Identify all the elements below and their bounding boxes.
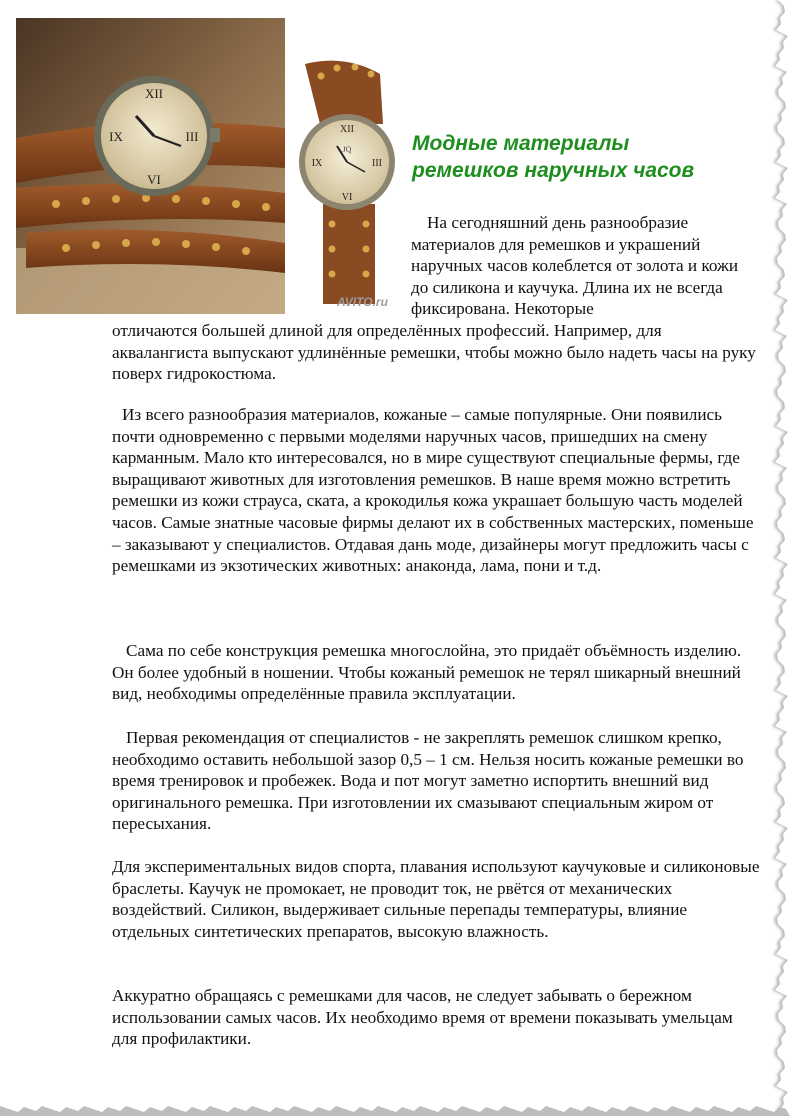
- svg-text:XII: XII: [340, 124, 354, 135]
- dial-brand-text: JQ: [342, 145, 352, 154]
- svg-text:VI: VI: [341, 192, 353, 203]
- paragraph-1-top: На сегодняшний день разнообразие материалов для ремешков и украшений наручных часов колеблется от золота и кожи до силикона и каучука. Длина их не всегда фиксирована. Некоторые: [411, 213, 739, 319]
- torn-edge-right: [760, 0, 790, 1116]
- article-title-line2: ремешков наручных часов: [412, 159, 695, 182]
- torn-edge-bottom: [0, 1100, 790, 1116]
- paragraph-4: Первая рекомендация от специалистов - не закреплять ремешок слишком крепко, необходимо оставить небольшой зазор 0,5 – 1 см. Нельзя носить кожаные ремешки во время тренировок и пробежек. Вода и пот могут заметно испортить внешний вид оригинального ремешка. При изготовлении их смазывают специальным жиром от пересыхания.: [112, 728, 744, 834]
- svg-text:IX: IX: [311, 158, 323, 169]
- paragraph-6: Аккуратно обращаясь с ремешками для часов, не следует забывать о бережном использовании самых часов. Их необходимо время от времени показывать умельцам для профилактики.: [112, 986, 733, 1049]
- paragraph-3: Сама по себе конструкция ремешка многослойна, это придаёт объёмность изделию. Он более удобный в ношении. Чтобы кожаный ремешок не терял шикарный внешний вид, необходимы определённые правила эксплуатации.: [112, 641, 742, 704]
- article-title-line1: Модные материалы: [412, 132, 630, 155]
- watch-photo-studded-strap: [285, 54, 405, 314]
- paragraph-5: Для экспериментальных видов спорта, плавания используют каучуковые и силиконовые браслеты. Каучук не промокает, не проводит ток, не рвётся от механических воздействий. Силикон, выдерживает сильные перепады температуры, влияние отдельных синтетических препаратов, высокую влажность.: [112, 857, 760, 941]
- svg-text:IX: IX: [109, 129, 123, 144]
- svg-text:XII: XII: [144, 86, 164, 101]
- paragraph-2: Из всего разнообразия материалов, кожаные – самые популярные. Они появились почти одновременно с первыми моделями наручных часов, пришедших на смену карманным. Мало кто интересовался, но в мире существуют специальные фермы, где выращивают животных для изготовления ремешков. В наше время можно встретить ремешки из кожи страуса, ската, а крокодилья кожа украшает большую часть моделей часов. Самые знатные часовые фирмы делают их в собственных мастерских, поменьше – заказывают у специалистов. Отдавая дань моде, дизайнеры могут предложить часы с ремешками из экзотических животных: анаконда, лама, пони и т.д.: [112, 405, 754, 576]
- watch-photo-wrap-strap: [16, 18, 285, 314]
- paragraph-1-bottom: отличаются большей длиной для определённых профессий. Например, для аквалангиста выпускают удлинённые ремешки, чтобы можно было надеть часы на руку поверх гидрокостюма.: [112, 321, 756, 384]
- svg-text:III: III: [372, 158, 382, 169]
- article-title: [412, 130, 772, 184]
- avito-watermark: AVITO.ru: [337, 295, 388, 309]
- svg-text:VI: VI: [147, 172, 161, 187]
- svg-text:III: III: [185, 129, 199, 144]
